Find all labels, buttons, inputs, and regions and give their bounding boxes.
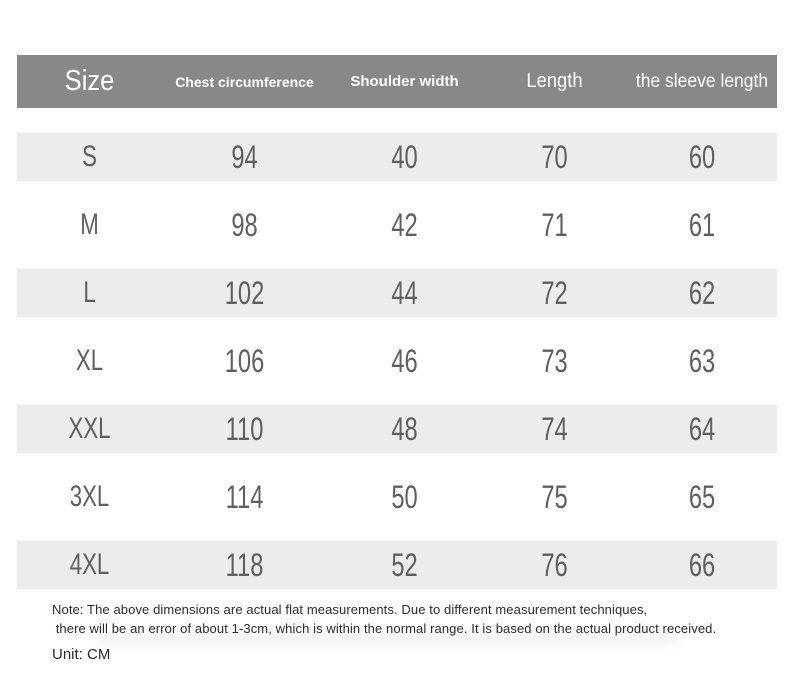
- table-row-xxl: [17, 405, 777, 453]
- size-cell: XL: [75, 344, 104, 377]
- table-row-4xl: [17, 541, 777, 589]
- shoulder-cell: 48: [391, 410, 418, 447]
- length-cell: 76: [541, 546, 568, 583]
- size-cell: XXL: [68, 412, 111, 445]
- length-cell: 71: [541, 206, 568, 243]
- sleeve-cell: 66: [688, 546, 716, 583]
- length-cell: 74: [541, 410, 568, 447]
- unit-label: Unit: CM: [52, 646, 111, 663]
- header-cell-shoulder-width: Shoulder width: [350, 73, 459, 90]
- shoulder-cell: 46: [391, 342, 418, 379]
- table-row-3xl: [17, 473, 777, 521]
- chest-cell: 114: [225, 478, 264, 515]
- size-cell: L: [83, 276, 96, 309]
- header-cell-length: Length: [526, 70, 583, 92]
- note-line-2: there will be an error of about 1-3cm, which is within the normal range. It is based on the actual product received.: [52, 621, 717, 636]
- table-row-l: [17, 269, 777, 317]
- sleeve-cell: 64: [688, 410, 716, 447]
- table-body: [0, 133, 790, 589]
- size-cell: 3XL: [69, 480, 110, 513]
- length-cell: 75: [541, 478, 568, 515]
- shoulder-cell: 52: [391, 546, 418, 583]
- chest-cell: 106: [224, 342, 265, 379]
- table-row-s: [17, 133, 777, 181]
- shoulder-cell: 44: [391, 274, 418, 311]
- chest-cell: 110: [225, 410, 264, 447]
- header-cell-size: Size: [64, 65, 115, 97]
- table-row-m: [17, 201, 777, 249]
- size-cell: M: [80, 208, 99, 241]
- measurement-note: [52, 600, 716, 663]
- chest-cell: 98: [231, 206, 258, 243]
- sleeve-cell: 62: [688, 274, 716, 311]
- sleeve-cell: 61: [688, 206, 716, 243]
- length-cell: 72: [541, 274, 568, 311]
- shoulder-cell: 50: [391, 478, 418, 515]
- header-cell-sleeve-length: the sleeve length: [635, 70, 769, 92]
- table-header-row: [17, 55, 777, 108]
- table-row-xl: [17, 337, 777, 385]
- length-cell: 70: [541, 138, 568, 175]
- shoulder-cell: 42: [391, 206, 418, 243]
- header-cell-chest-circumference: Chest circumference: [175, 73, 314, 90]
- length-cell: 73: [541, 342, 568, 379]
- sleeve-cell: 60: [688, 138, 716, 175]
- size-cell: S: [82, 140, 97, 173]
- note-line-1: Note: The above dimensions are actual flat measurements. Due to different measurement techniques,: [52, 602, 648, 617]
- chest-cell: 118: [225, 546, 264, 583]
- sleeve-cell: 63: [688, 342, 716, 379]
- sleeve-cell: 65: [688, 478, 716, 515]
- size-cell: 4XL: [69, 548, 110, 581]
- shoulder-cell: 40: [391, 138, 418, 175]
- chest-cell: 102: [224, 274, 265, 311]
- chest-cell: 94: [231, 138, 258, 175]
